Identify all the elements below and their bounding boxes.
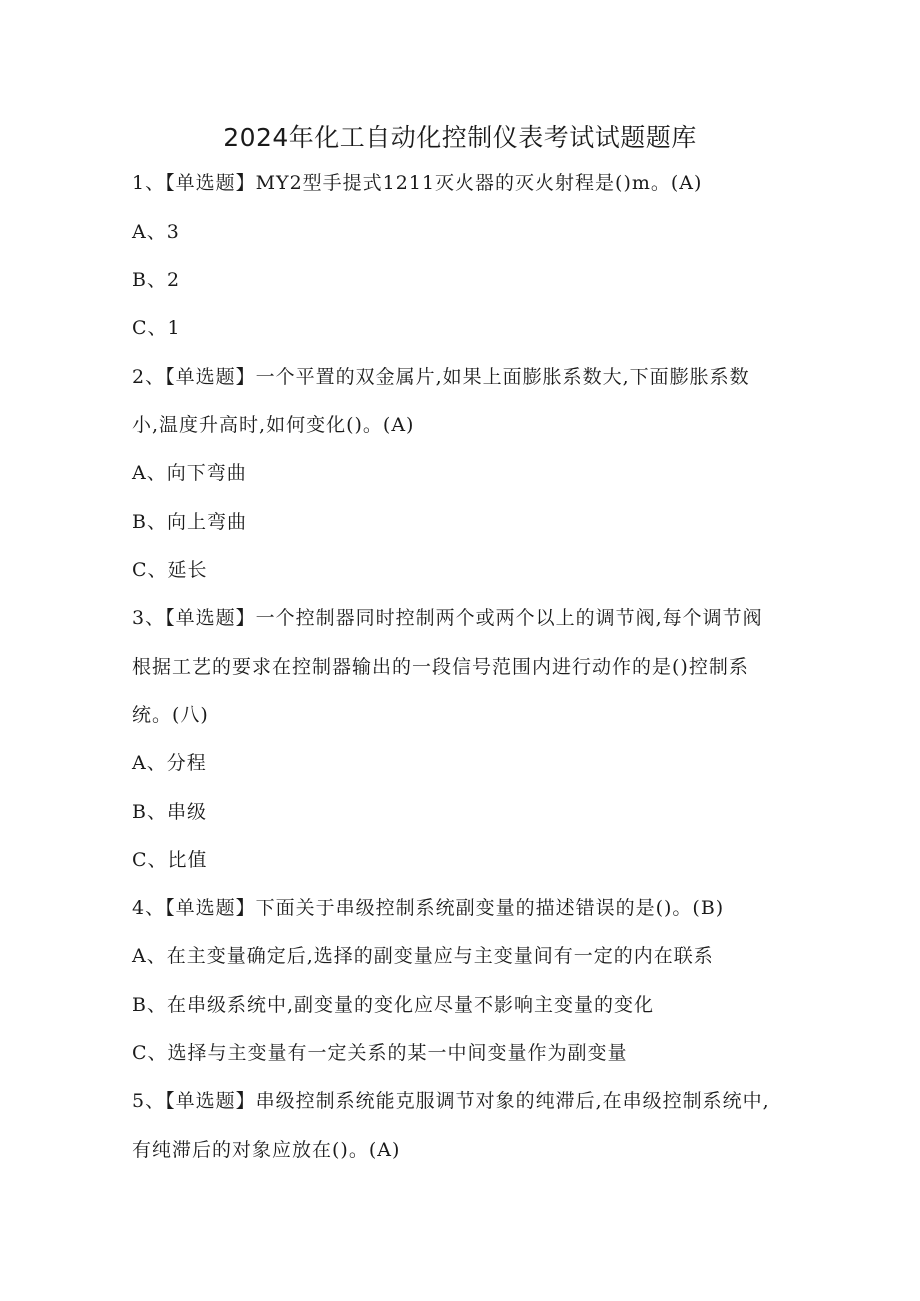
question-2-option-b: B、向上弯曲 [132,511,247,533]
question-4-option-a: A、在主变量确定后,选择的副变量应与主变量间有一定的内在联系 [132,945,714,967]
question-2-text-line-1: 2、【单选题】一个平置的双金属片,如果上面膨胀系数大,下面膨胀系数 [132,366,750,388]
question-5-text-line-2: 有纯滞后的对象应放在()。(A) [132,1139,401,1161]
question-2-option-c: C、延长 [132,559,208,581]
question-1-option-b: B、2 [132,269,181,291]
question-2-option-a: A、向下弯曲 [132,462,247,484]
question-3-option-c: C、比值 [132,849,208,871]
question-3-text-line-3: 统。(八) [132,704,209,726]
question-3-option-a: A、分程 [132,752,207,774]
question-1-text-line-1: 1、【单选题】MY2型手提式1211灭火器的灭火射程是()m。(A) [132,172,703,194]
question-1-option-a: A、3 [132,221,180,243]
question-3-option-b: B、串级 [132,801,207,823]
question-4-option-b: B、在串级系统中,副变量的变化应尽量不影响主变量的变化 [132,994,655,1016]
question-3-text-line-1: 3、【单选题】一个控制器同时控制两个或两个以上的调节阀,每个调节阀 [132,607,763,629]
page-title: 2024年化工自动化控制仪表考试试题题库 [223,123,697,152]
question-4-option-c: C、选择与主变量有一定关系的某一中间变量作为副变量 [132,1042,628,1064]
question-5-text-line-1: 5、【单选题】串级控制系统能克服调节对象的纯滞后,在串级控制系统中, [132,1090,770,1112]
question-4-text-line-1: 4、【单选题】下面关于串级控制系统副变量的描述错误的是()。(B) [132,897,725,919]
question-1-option-c: C、1 [132,317,181,339]
question-2-text-line-2: 小,温度升高时,如何变化()。(A) [132,414,415,436]
question-3-text-line-2: 根据工艺的要求在控制器输出的一段信号范围内进行动作的是()控制系 [132,656,749,678]
